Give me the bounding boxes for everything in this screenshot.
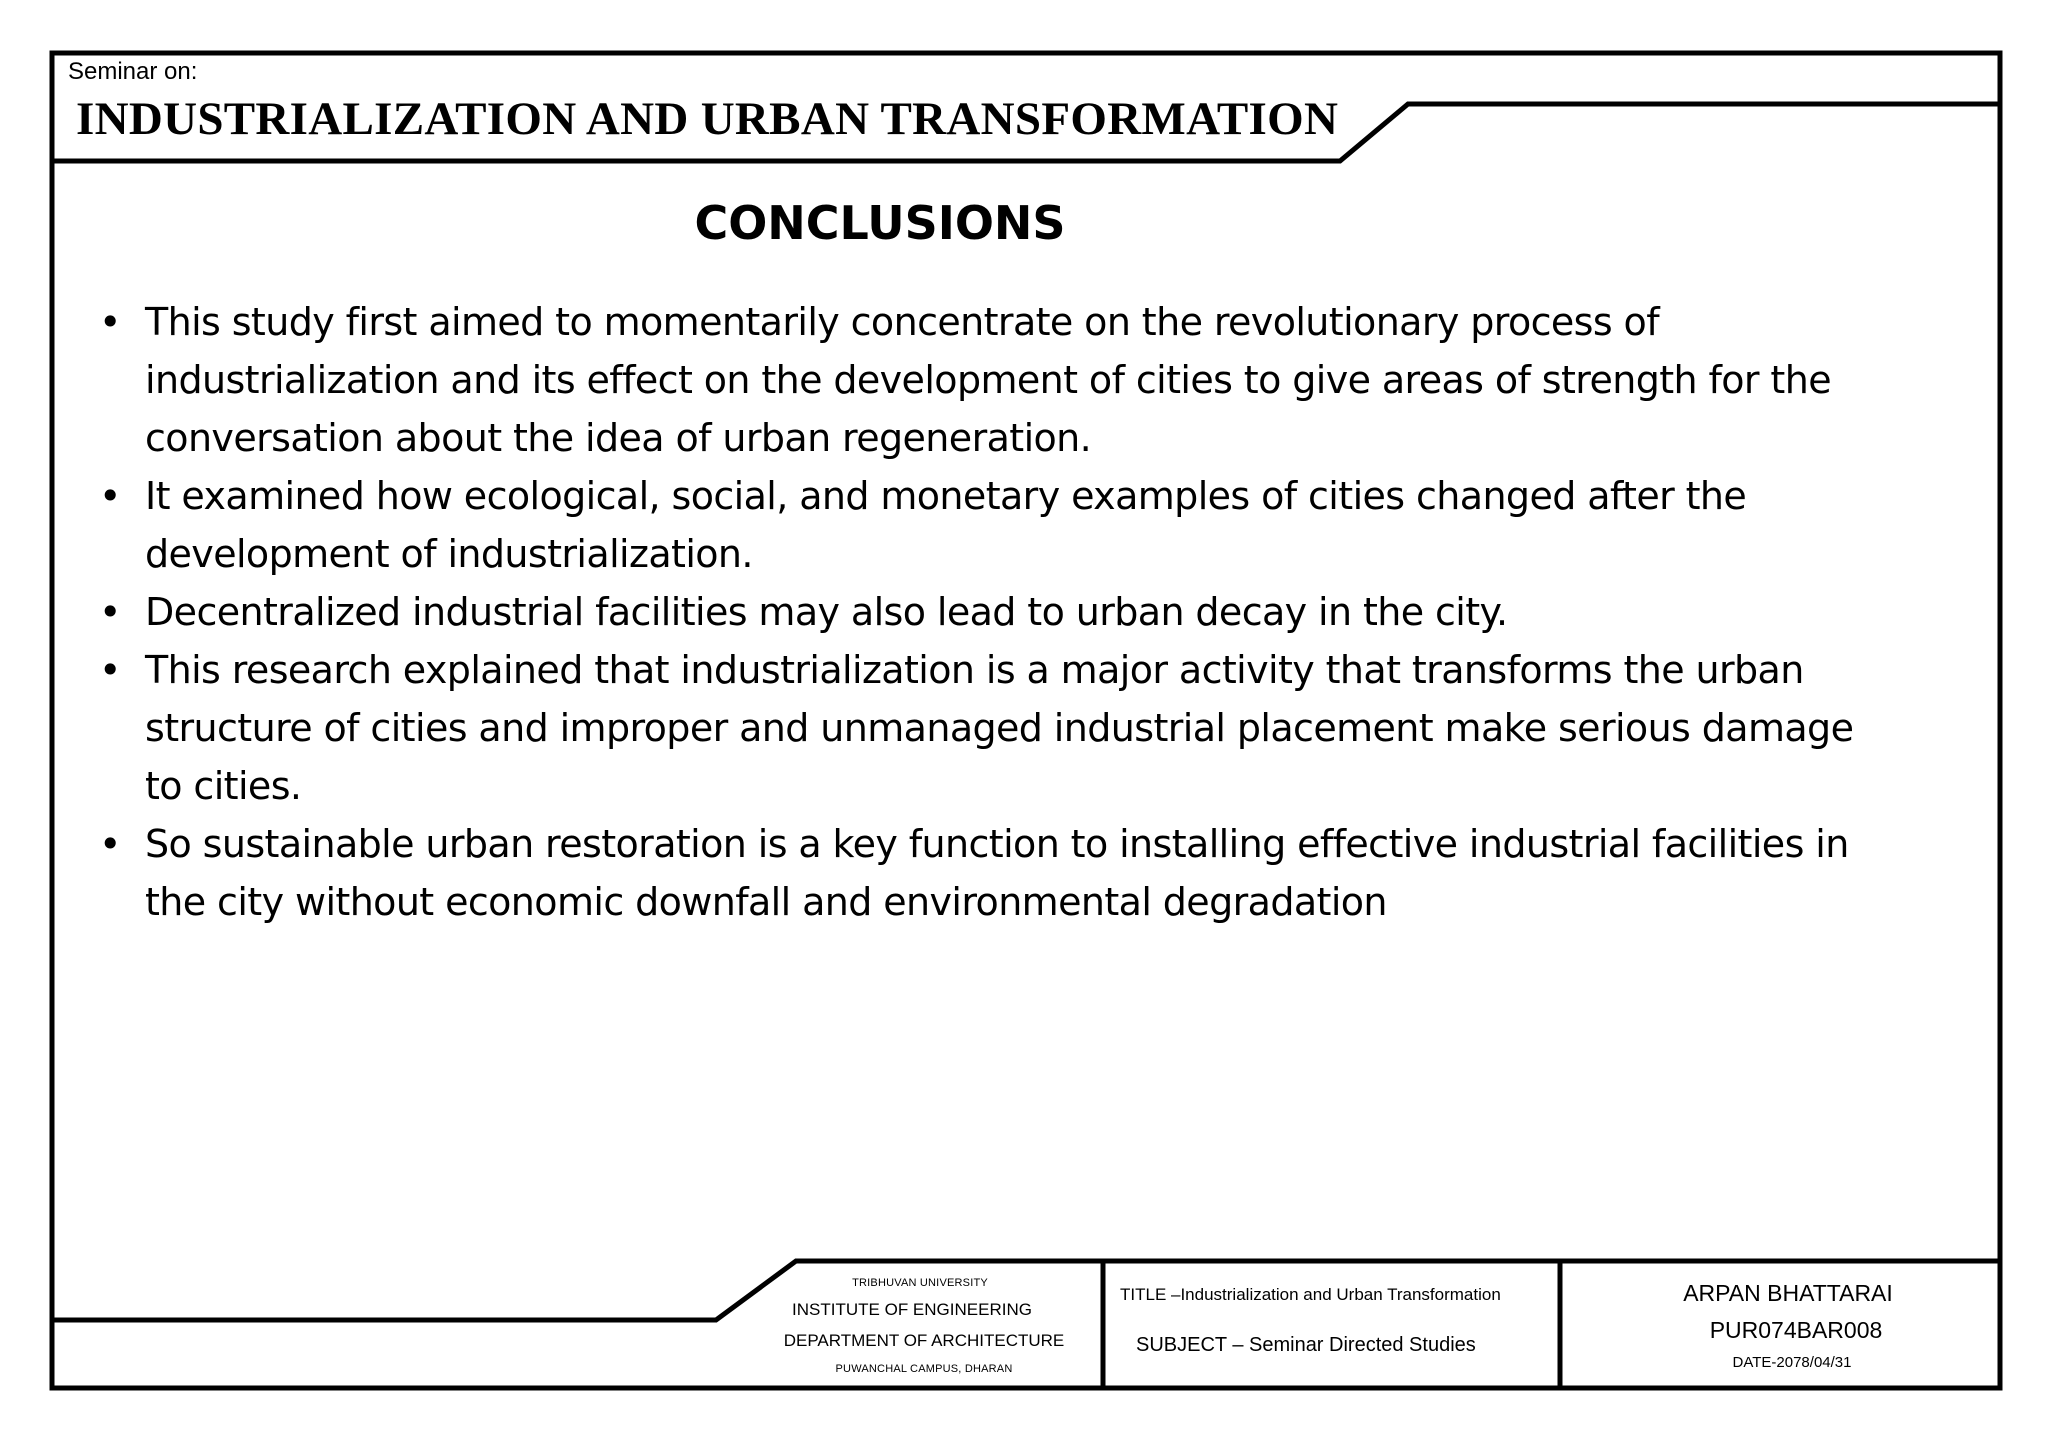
list-item-line: • This research explained that industrialization is a major activity that transforms the urban bbox=[145, 648, 1804, 692]
university-name: TRIBHUVAN UNIVERSITY bbox=[852, 1277, 988, 1289]
list-item bbox=[145, 583, 1965, 641]
list-item-line: structure of cities and improper and unmanaged industrial placement make serious damage bbox=[145, 706, 1854, 750]
list-item bbox=[145, 641, 1965, 815]
author-name: ARPAN BHATTARAI bbox=[1683, 1280, 1893, 1306]
roll-number: PUR074BAR008 bbox=[1709, 1317, 1883, 1343]
list-item bbox=[145, 467, 1965, 583]
list-item bbox=[145, 815, 1965, 931]
conclusion-list bbox=[145, 293, 1965, 931]
section-heading: CONCLUSIONS bbox=[694, 196, 1066, 250]
seminar-label: Seminar on: bbox=[68, 58, 198, 85]
list-item-line: • So sustainable urban restoration is a key function to installing effective industrial facilities in bbox=[145, 822, 1849, 866]
list-item-line: • It examined how ecological, social, and monetary examples of cities changed after the bbox=[145, 474, 1747, 518]
list-item-line: • Decentralized industrial facilities may also lead to urban decay in the city. bbox=[145, 590, 1508, 634]
list-item-line: conversation about the idea of urban regeneration. bbox=[145, 416, 1092, 460]
list-item-line: • This study first aimed to momentarily concentrate on the revolutionary process of bbox=[145, 300, 1659, 344]
subject-line: SUBJECT – Seminar Directed Studies bbox=[1136, 1334, 1476, 1356]
list-item-line: development of industrialization. bbox=[145, 532, 753, 576]
list-item-line: to cities. bbox=[145, 764, 302, 808]
list-item-line: the city without economic downfall and environmental degradation bbox=[145, 880, 1387, 924]
main-title: INDUSTRIALIZATION AND URBAN TRANSFORMATION bbox=[76, 93, 1339, 145]
list-item bbox=[145, 293, 1965, 467]
institute-name: INSTITUTE OF ENGINEERING bbox=[792, 1300, 1032, 1319]
campus-name: PUWANCHAL CAMPUS, DHARAN bbox=[835, 1363, 1013, 1375]
list-item-line: industrialization and its effect on the development of cities to give areas of strength for the bbox=[145, 358, 1831, 402]
date-label: DATE-2078/04/31 bbox=[1732, 1354, 1852, 1371]
department-name: DEPARTMENT OF ARCHITECTURE bbox=[783, 1331, 1065, 1350]
title-line: TITLE –Industrialization and Urban Transformation bbox=[1120, 1285, 1501, 1304]
